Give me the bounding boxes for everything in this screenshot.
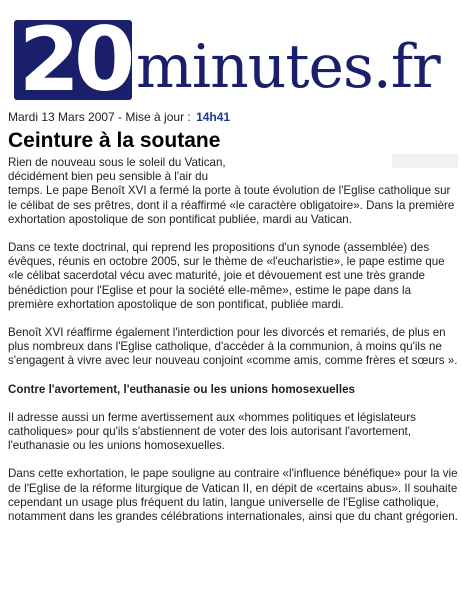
lead-line-1: Rien de nouveau sous le soleil du Vatican, — [8, 156, 226, 169]
date-bar — [8, 108, 448, 126]
logo-20-block — [14, 8, 132, 111]
date-text: Mardi 13 Mars 2007 - Mise à jour : — [8, 110, 195, 124]
paragraph-4: Il adresse aussi un ferme avertissement aux «hommes politiques et législateurs catholiques» pour qu'ils s'abstiennent de voter des lois autorisant l'avortement, l'euthanasie ou les unions homosexuelles. — [8, 410, 416, 453]
lead-line-2: décidément bien peu sensible à l'air du — [8, 170, 209, 184]
paragraph-5: Dans cette exhortation, le pape souligne au contraire «l'influence bénéfique» pour la vie de l'Eglise de la réforme liturgique de Vatican II, en dépit de «certains abus». Il souhaite cependant un usage plus fréquent du latin, langue universelle de l'Eglise catholique, notamment dans les grandes célébrations internationales, ainsi que du chant grégorien. — [8, 467, 458, 524]
paragraph-3: Benoît XVI réaffirme également l'interdiction pour les divorcés et remariés, de plus en plus nombreux dans l'Eglise catholique, d'accéder à la communion, à moins qu'ils ne s'engagent à vivre avec leur nouveau conjoint «comme amis, comme frères et sœurs ». — [8, 326, 458, 368]
logo-digits: 20 — [18, 8, 130, 111]
article-subheading: Contre l'avortement, l'euthanasie ou les unions homosexuelles — [8, 382, 355, 396]
masthead-logo[interactable] — [8, 6, 458, 111]
logo-word: minutes — [136, 32, 373, 102]
paragraph-2: Dans ce texte doctrinal, qui reprend les propositions d'un synode (assemblée) des évêques, réunis en octobre 2005, sur le thème de «l'eucharistie», le pape estime que «le célibat sacerdotal vécu avec maturité, joie et dévouement est une très grande bénédiction pour l'Eglise et pour la société elle-même», estime le pape dans la première exhortation apostolique de son pontificat, publiée mardi. — [8, 241, 445, 311]
paragraph-1: temps. Le pape Benoît XVI a fermé la porte à toute évolution de l'Eglise catholique sur le célibat de ses prêtres, dont il a réaffirmé «le caractère obligatoire». Dans la première exhortation apostolique de son pontificat publiée, mardi au Vatican. — [8, 184, 455, 226]
article-body — [8, 156, 458, 538]
logo-tld: .fr — [372, 32, 440, 102]
logo-wordmark — [136, 32, 440, 102]
article-title: Ceinture à la soutane — [8, 129, 221, 152]
update-time: 14h41 — [196, 110, 231, 124]
